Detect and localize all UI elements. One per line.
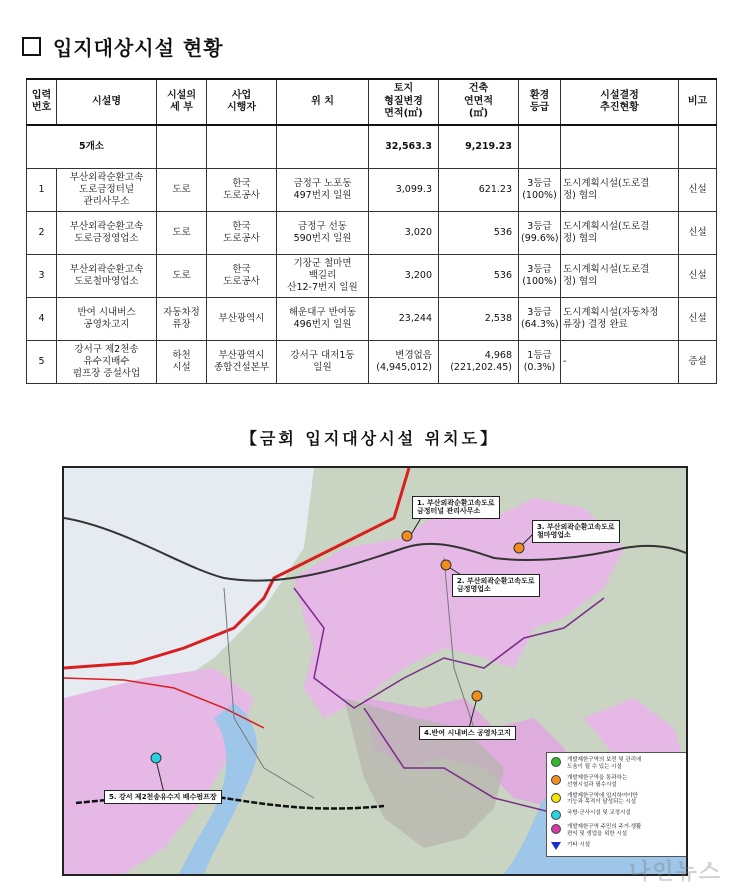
legend-text: 개발제한구역을 통과하는 선형시설과 필수시설: [567, 774, 628, 788]
legend-item: [551, 793, 685, 807]
header-cell: 시설명: [57, 79, 157, 125]
cell-note: 신설: [679, 255, 717, 298]
cell-name: 부산외곽순환고속 도로금정터널 관리사무소: [57, 169, 157, 212]
cell-no: 1: [27, 169, 57, 212]
legend-item: [551, 824, 685, 838]
cell-detail: 자동차정 류장: [157, 298, 207, 341]
page-title: [22, 32, 224, 61]
circle-marker-icon: [551, 810, 561, 820]
cell-floor: 2,538: [439, 298, 519, 341]
table-row: [27, 255, 717, 298]
location-map: [62, 466, 688, 876]
table-row: [27, 341, 717, 384]
cell-status: -: [561, 341, 679, 384]
marker-4-banyeo-bus-depot: [472, 691, 482, 701]
facility-table: [26, 78, 717, 384]
circle-marker-icon: [551, 757, 561, 767]
header-cell: 입력 번호: [27, 79, 57, 125]
summary-row: [27, 125, 717, 169]
cell-name: 반여 시내버스 공영차고지: [57, 298, 157, 341]
cell-floor: 536: [439, 212, 519, 255]
page-title-text: 입지대상시설 현황: [53, 36, 224, 60]
circle-marker-icon: [551, 824, 561, 834]
cell-note: 증설: [679, 341, 717, 384]
cell-grade: 3등급 (99.6%): [519, 212, 561, 255]
header-cell: 건축 연면적 (㎡): [439, 79, 519, 125]
summary-area: 32,563.3: [369, 125, 439, 169]
cell-operator: 부산광역시: [207, 298, 277, 341]
cell-no: 5: [27, 341, 57, 384]
marker-3-cheolma-tollgate: [514, 543, 524, 553]
legend-item: [551, 810, 685, 820]
cell-area: 23,244: [369, 298, 439, 341]
cell-note: 신설: [679, 212, 717, 255]
legend-text: 국방·군사시설 및 교정시설: [567, 810, 631, 817]
legend-item: [551, 757, 685, 771]
legend-text: 기타 시설: [567, 842, 591, 848]
cell-operator: 한국 도로공사: [207, 255, 277, 298]
cell-status: 도시계획시설(도로결 정) 협의: [561, 255, 679, 298]
cell-grade: 3등급 (100%): [519, 255, 561, 298]
summary-floor: 9,219.23: [439, 125, 519, 169]
circle-marker-icon: [551, 775, 561, 785]
legend-text: 개발제한구역의 보전 및 관리에 도움이 될 수 있는 시설: [567, 757, 642, 770]
triangle-marker-icon: [551, 842, 561, 850]
cell-detail: 도로: [157, 212, 207, 255]
cell-note: 신설: [679, 298, 717, 341]
header-cell: 시설의 세 부: [157, 79, 207, 125]
legend-item: [551, 775, 685, 789]
cell-detail: 도로: [157, 169, 207, 212]
marker-1-geumjeong-office: [402, 531, 412, 541]
header-cell: 환경 등급: [519, 79, 561, 125]
cell-no: 2: [27, 212, 57, 255]
cell-detail: 하천 시설: [157, 341, 207, 384]
cell-status: 도시계획시설(자동차정 류장) 결정 완료: [561, 298, 679, 341]
callout-1: 1. 부산외곽순환고속도로 금정터널 관리사무소: [412, 496, 500, 519]
cell-grade: 3등급 (100%): [519, 169, 561, 212]
cell-location: 금정구 선동 590번지 일원: [277, 212, 369, 255]
header-cell: 사업 시행자: [207, 79, 277, 125]
callout-3: 3. 부산외곽순환고속도로 철마영업소: [532, 520, 620, 543]
header-cell: 토지 형질변경 면적(㎡): [369, 79, 439, 125]
cell-status: 도시계획시설(도로결 정) 협의: [561, 212, 679, 255]
cell-area: 3,099.3: [369, 169, 439, 212]
cell-location: 기장군 철마면 백길리 산12-7번지 일원: [277, 255, 369, 298]
map-legend: [546, 752, 688, 857]
marker-5-gangseo-pumping-station: [151, 753, 161, 763]
cell-detail: 도로: [157, 255, 207, 298]
cell-operator: 한국 도로공사: [207, 169, 277, 212]
header-cell: 위 치: [277, 79, 369, 125]
cell-floor: 536: [439, 255, 519, 298]
header-cell: 비고: [679, 79, 717, 125]
callout-5: 5. 강서 제2천송유수지 배수펌프장: [104, 790, 222, 804]
watermark: 나인뉴스: [628, 860, 722, 885]
cell-floor: 4,968 (221,202.45): [439, 341, 519, 384]
cell-location: 강서구 대저1동 일원: [277, 341, 369, 384]
cell-grade: 1등급 (0.3%): [519, 341, 561, 384]
cell-no: 4: [27, 298, 57, 341]
cell-name: 강서구 제2천송 유수지배수 펌프장 증설사업: [57, 341, 157, 384]
cell-location: 해운대구 반여동 496번지 일원: [277, 298, 369, 341]
callout-2: 2. 부산외곽순환고속도로 금정영업소: [452, 574, 540, 597]
header-cell: 시설결정 추진현황: [561, 79, 679, 125]
cell-grade: 3등급 (64.3%): [519, 298, 561, 341]
cell-operator: 부산광역시 종합건설본부: [207, 341, 277, 384]
callout-4: 4.반여 시내버스 공영차고지: [419, 726, 516, 740]
map-title: 【금회 입지대상시설 위치도】: [240, 429, 500, 448]
cell-note: 신설: [679, 169, 717, 212]
cell-area: 3,200: [369, 255, 439, 298]
cell-name: 부산외곽순환고속 도로금정영업소: [57, 212, 157, 255]
legend-text: 개발제한구역 주민의 주거·생활 편익 및 생업을 위한 시설: [567, 824, 642, 838]
cell-area: 변경없음 (4,945,012): [369, 341, 439, 384]
cell-no: 3: [27, 255, 57, 298]
cell-area: 3,020: [369, 212, 439, 255]
cell-location: 금정구 노포동 497번지 일원: [277, 169, 369, 212]
table-header-row: [27, 79, 717, 125]
legend-item: [551, 842, 685, 850]
table-row: [27, 298, 717, 341]
checkbox-square-icon: [22, 37, 41, 56]
table-row: [27, 212, 717, 255]
legend-text: 개발제한구역에 입지하여야만 기능과 목적이 달성되는 시설: [567, 792, 638, 806]
cell-name: 부산외곽순환고속 도로철마영업소: [57, 255, 157, 298]
circle-marker-icon: [551, 793, 561, 803]
summary-label: 5개소: [27, 125, 157, 169]
marker-2-geumjeong-tollgate: [441, 560, 451, 570]
table-row: [27, 169, 717, 212]
cell-floor: 621.23: [439, 169, 519, 212]
cell-status: 도시계획시설(도로결 정) 협의: [561, 169, 679, 212]
cell-operator: 한국 도로공사: [207, 212, 277, 255]
